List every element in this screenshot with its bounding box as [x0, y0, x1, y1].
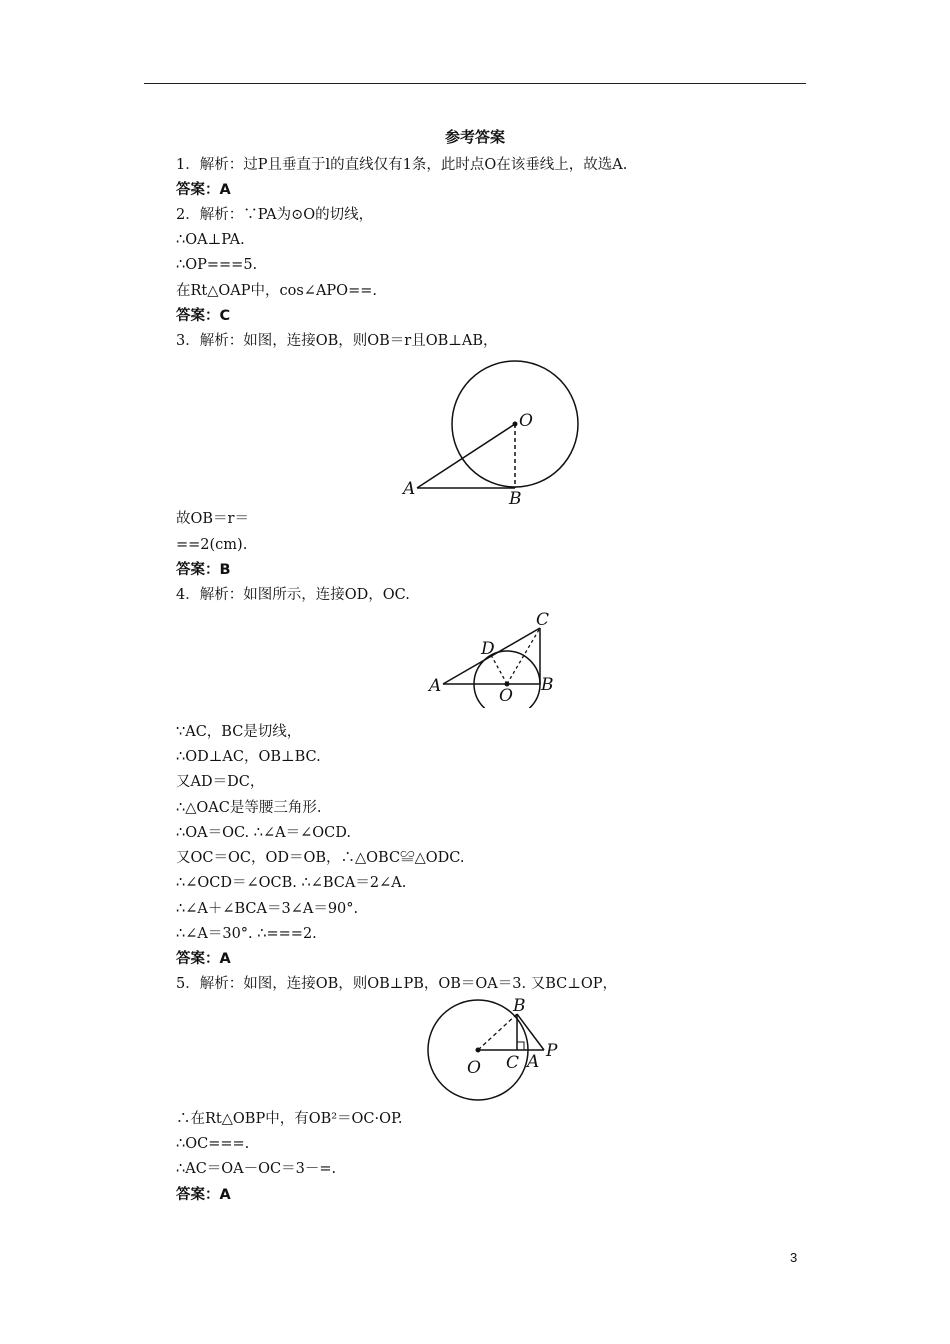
- text-line: ∴OC===.: [176, 1136, 250, 1152]
- right-angle-mark: [517, 1042, 524, 1050]
- text-line: 又OC＝OC，OD＝OB，∴△OBC≌△ODC.: [176, 850, 465, 866]
- center-point: [513, 422, 518, 427]
- text-line: ∴OA＝OC. ∴∠A＝∠OCD.: [176, 825, 351, 841]
- label-a: A: [429, 676, 442, 696]
- text-line: ∴OP===5.: [176, 257, 258, 273]
- segment-bp: [517, 1014, 544, 1050]
- text-line: 又AD＝DC，: [176, 774, 265, 790]
- text-line: ∴△OAC是等腰三角形.: [176, 800, 322, 816]
- answer-line: 答案：A: [176, 182, 231, 198]
- label-a: A: [403, 479, 416, 499]
- label-o: O: [467, 1058, 481, 1078]
- text-line: ∴∠A＋∠BCA＝3∠A＝90°.: [176, 901, 359, 917]
- text-line: 故OB＝r＝: [176, 511, 249, 527]
- label-o: O: [519, 411, 533, 431]
- page-number: 3: [790, 1250, 798, 1265]
- header-rule: [144, 83, 806, 84]
- text-line: ∴∠A＝30°. ∴===2.: [176, 926, 317, 942]
- text-line: ==2(cm).: [176, 537, 248, 553]
- label-b: B: [509, 489, 522, 508]
- figure-5-diagram: [420, 996, 570, 1106]
- label-a: A: [527, 1052, 540, 1072]
- label-b: B: [541, 675, 554, 695]
- text-line: 5．解析：如图，连接OB，则OB⊥PB，OB＝OA＝3. 又BC⊥OP，: [176, 976, 618, 992]
- answer-line: 答案：B: [176, 562, 231, 578]
- label-b: B: [513, 996, 526, 1016]
- text-line: ∴∠OCD＝∠OCB. ∴∠BCA＝2∠A.: [176, 875, 407, 891]
- figure-3-diagram: [395, 358, 595, 508]
- segment-oc: [507, 628, 540, 684]
- label-c: C: [506, 1053, 520, 1073]
- label-p: P: [546, 1041, 558, 1061]
- center-point: [476, 1048, 481, 1053]
- answer-line: 答案：A: [176, 951, 231, 967]
- label-o: O: [499, 686, 513, 706]
- text-line: 在Rt△OAP中，cos∠APO==.: [176, 283, 377, 299]
- segment-od: [491, 655, 507, 684]
- text-line: ∴AC＝OA－OC＝3－=.: [176, 1161, 337, 1177]
- page-title: 参考答案: [444, 128, 505, 146]
- label-c: C: [536, 610, 550, 630]
- text-line: 4．解析：如图所示，连接OD，OC.: [176, 587, 410, 603]
- answer-line: 答案：A: [176, 1187, 231, 1203]
- text-line: 3．解析：如图，连接OB，则OB＝r且OB⊥AB，: [176, 333, 498, 349]
- segment-ob: [478, 1014, 517, 1050]
- figure-4-diagram: [425, 608, 565, 708]
- text-line: ∵AC，BC是切线，: [176, 724, 302, 740]
- text-line: ∴OD⊥AC，OB⊥BC.: [176, 749, 321, 765]
- segment-oa: [417, 424, 515, 488]
- text-line: ∴在Rt△OBP中，有OB²＝OC·OP.: [176, 1111, 403, 1127]
- answer-line: 答案：C: [176, 308, 231, 324]
- text-line: ∴OA⊥PA.: [176, 232, 245, 248]
- label-d: D: [481, 639, 495, 659]
- text-line: 2．解析：∵PA为⊙O的切线，: [176, 207, 374, 223]
- text-line: 1．解析：过P且垂直于l的直线仅有1条，此时点O在该垂线上，故选A.: [176, 157, 628, 173]
